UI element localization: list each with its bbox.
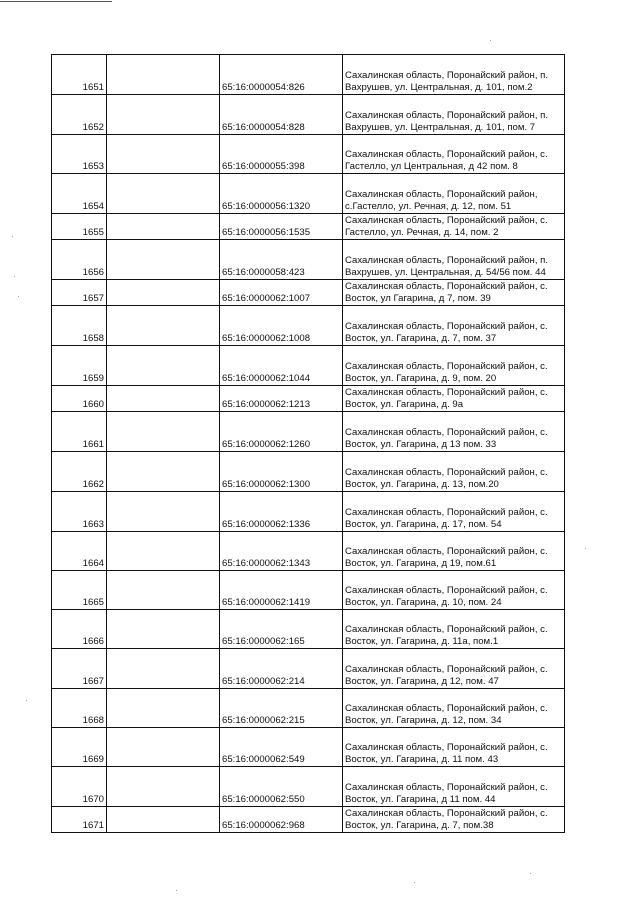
address-line: Сахалинская область, Поронайский район, с. xyxy=(345,360,548,372)
address-line: Сахалинская область, Поронайский район, п. xyxy=(345,254,549,266)
empty-cell xyxy=(107,610,220,649)
address-line: Восток, ул. Гагарина, д. 7, пом. 37 xyxy=(345,332,497,344)
cadastral-number-cell: 65:16:0000056:1320 xyxy=(220,174,343,214)
address-line: Восток, ул. Гагарина, д 13 пом. 33 xyxy=(345,438,497,450)
cadastral-number-cell: 65:16:0000062:215 xyxy=(220,689,343,728)
table-row xyxy=(52,306,565,346)
address-line: Гастелло, ул. Речная, д. 14, пом. 2 xyxy=(345,226,499,238)
address-line: Гастелло, ул Центральная, д 42 пом. 8 xyxy=(345,160,518,172)
cadastral-number-cell: 65:16:0000062:549 xyxy=(220,728,343,767)
address-line: Восток, ул. Гагарина, д. 10, пом. 24 xyxy=(345,596,502,608)
address-line: Сахалинская область, Поронайский район, п. xyxy=(345,109,549,121)
address-line: Сахалинская область, Поронайский район, с. xyxy=(345,280,548,292)
table-row xyxy=(52,610,565,649)
table-row xyxy=(52,767,565,807)
address-line: Сахалинская область, Поронайский район, с. xyxy=(345,807,548,819)
address-line: Вахрушев, ул. Центральная, д. 101, пом. 7 xyxy=(345,121,536,133)
empty-cell xyxy=(107,306,220,346)
address-line: Восток, ул. Гагарина, д 11 пом. 44 xyxy=(345,793,496,805)
scan-speck xyxy=(414,882,415,883)
address-line: Восток, ул. Гагарина, д. 11 пом. 43 xyxy=(345,753,499,765)
empty-cell xyxy=(107,807,220,833)
table-row xyxy=(52,412,565,452)
address-line: Вахрушев, ул. Центральная, д. 54/56 пом. 44 xyxy=(345,266,546,278)
empty-cell xyxy=(107,214,220,240)
row-number-cell: 1669 xyxy=(52,728,107,767)
table-row xyxy=(52,571,565,610)
address-cell xyxy=(343,689,565,728)
row-number-cell: 1666 xyxy=(52,610,107,649)
empty-cell xyxy=(107,346,220,386)
scan-speck xyxy=(490,40,491,41)
cadastral-number-cell: 65:16:0000062:1343 xyxy=(220,532,343,571)
address-line: Сахалинская область, Поронайский район, с. xyxy=(345,663,548,675)
address-cell xyxy=(343,610,565,649)
address-line: Восток, ул Гагарина, д 7, пом. 39 xyxy=(345,292,491,304)
table-row xyxy=(52,174,565,214)
row-number-cell: 1670 xyxy=(52,767,107,807)
cadastral-number-cell: 65:16:0000058:423 xyxy=(220,240,343,280)
table-row xyxy=(52,55,565,95)
address-line: Восток, ул. Гагарина, д. 13, пом.20 xyxy=(345,478,499,490)
address-cell xyxy=(343,571,565,610)
row-number-cell: 1667 xyxy=(52,649,107,689)
row-number-cell: 1654 xyxy=(52,174,107,214)
scan-speck xyxy=(530,873,531,874)
empty-cell xyxy=(107,55,220,95)
address-cell xyxy=(343,532,565,571)
cadastral-number-cell: 65:16:0000062:1044 xyxy=(220,346,343,386)
address-line: Сахалинская область, Поронайский район, с. xyxy=(345,466,548,478)
empty-cell xyxy=(107,95,220,135)
address-line: Восток, ул. Гагарина, д 12, пом. 47 xyxy=(345,675,499,687)
scan-speck xyxy=(176,890,177,891)
address-line: Сахалинская область, Поронайский район, с. xyxy=(345,386,548,398)
address-cell xyxy=(343,280,565,306)
address-line: Сахалинская область, Поронайский район, с. xyxy=(345,623,548,635)
row-number-cell: 1664 xyxy=(52,532,107,571)
empty-cell xyxy=(107,412,220,452)
address-line: Сахалинская область, Поронайский район, xyxy=(345,188,538,200)
scan-speck xyxy=(12,236,13,237)
cadastral-number-cell: 65:16:0000056:1535 xyxy=(220,214,343,240)
address-line: Сахалинская область, Поронайский район, с. xyxy=(345,148,548,160)
cadastral-number-cell: 65:16:0000062:214 xyxy=(220,649,343,689)
table-row xyxy=(52,649,565,689)
address-line: Сахалинская область, Поронайский район, с. xyxy=(345,702,548,714)
address-cell xyxy=(343,240,565,280)
cadastral-number-cell: 65:16:0000055:398 xyxy=(220,135,343,174)
empty-cell xyxy=(107,689,220,728)
address-cell xyxy=(343,452,565,492)
address-line: Восток, ул. Гагарина, д. 9, пом. 20 xyxy=(345,372,497,384)
address-cell xyxy=(343,95,565,135)
scan-speck xyxy=(18,296,19,297)
row-number-cell: 1660 xyxy=(52,386,107,412)
cadastral-number-cell: 65:16:0000062:1419 xyxy=(220,571,343,610)
address-cell xyxy=(343,306,565,346)
empty-cell xyxy=(107,767,220,807)
address-line: Восток, ул. Гагарина, д. 9а xyxy=(345,398,464,410)
address-line: Сахалинская область, Поронайский район, с. xyxy=(345,545,548,557)
address-cell xyxy=(343,649,565,689)
empty-cell xyxy=(107,135,220,174)
cadastral-number-cell: 65:16:0000062:550 xyxy=(220,767,343,807)
address-line: Сахалинская область, Поронайский район, с. xyxy=(345,584,548,596)
row-number-cell: 1665 xyxy=(52,571,107,610)
table-row xyxy=(52,135,565,174)
empty-cell xyxy=(107,649,220,689)
address-line: Восток, ул. Гагарина, д. 12, пом. 34 xyxy=(345,714,502,726)
table-row xyxy=(52,95,565,135)
address-cell xyxy=(343,135,565,174)
row-number-cell: 1656 xyxy=(52,240,107,280)
row-number-cell: 1655 xyxy=(52,214,107,240)
scan-speck xyxy=(14,276,15,277)
scan-speck xyxy=(585,548,586,549)
empty-cell xyxy=(107,280,220,306)
table-row xyxy=(52,240,565,280)
table-row xyxy=(52,452,565,492)
address-line: Вахрушев, ул. Центральная, д. 101, пом.2 xyxy=(345,81,533,93)
address-cell xyxy=(343,412,565,452)
row-number-cell: 1663 xyxy=(52,492,107,532)
empty-cell xyxy=(107,174,220,214)
empty-cell xyxy=(107,240,220,280)
row-number-cell: 1652 xyxy=(52,95,107,135)
table-row xyxy=(52,492,565,532)
cadastral-number-cell: 65:16:0000054:828 xyxy=(220,95,343,135)
table-row xyxy=(52,532,565,571)
table-row xyxy=(52,807,565,833)
address-cell xyxy=(343,346,565,386)
table-row xyxy=(52,214,565,240)
row-number-cell: 1657 xyxy=(52,280,107,306)
table-row xyxy=(52,346,565,386)
address-cell xyxy=(343,386,565,412)
table-row xyxy=(52,728,565,767)
cadastral-number-cell: 65:16:0000054:826 xyxy=(220,55,343,95)
empty-cell xyxy=(107,386,220,412)
address-cell xyxy=(343,174,565,214)
cadastral-number-cell: 65:16:0000062:1300 xyxy=(220,452,343,492)
address-line: Восток, ул. Гагарина, д. 7, пом.38 xyxy=(345,819,494,831)
cadastral-number-cell: 65:16:0000062:1260 xyxy=(220,412,343,452)
address-cell xyxy=(343,728,565,767)
cadastral-number-cell: 65:16:0000062:1213 xyxy=(220,386,343,412)
cadastral-number-cell: 65:16:0000062:1336 xyxy=(220,492,343,532)
address-line: Сахалинская область, Поронайский район, с. xyxy=(345,741,548,753)
address-line: Восток, ул. Гагарина, д. 17, пом. 54 xyxy=(345,518,502,530)
registry-table-body xyxy=(52,55,565,833)
cadastral-number-cell: 65:16:0000062:968 xyxy=(220,807,343,833)
table-row xyxy=(52,280,565,306)
address-line: Сахалинская область, Поронайский район, с. xyxy=(345,781,548,793)
row-number-cell: 1671 xyxy=(52,807,107,833)
cadastral-number-cell: 65:16:0000062:165 xyxy=(220,610,343,649)
row-number-cell: 1658 xyxy=(52,306,107,346)
address-line: Восток, ул. Гагарина, д. 11а, пом.1 xyxy=(345,635,499,647)
address-line: с.Гастелло, ул. Речная, д. 12, пом. 51 xyxy=(345,200,512,212)
empty-cell xyxy=(107,532,220,571)
scan-speck xyxy=(26,700,27,701)
row-number-cell: 1662 xyxy=(52,452,107,492)
address-line: Сахалинская область, Поронайский район, с. xyxy=(345,506,548,518)
address-line: Сахалинская область, Поронайский район, п. xyxy=(345,69,549,81)
row-number-cell: 1668 xyxy=(52,689,107,728)
cadastral-number-cell: 65:16:0000062:1007 xyxy=(220,280,343,306)
empty-cell xyxy=(107,728,220,767)
address-line: Сахалинская область, Поронайский район, с. xyxy=(345,320,548,332)
empty-cell xyxy=(107,571,220,610)
empty-cell xyxy=(107,492,220,532)
row-number-cell: 1659 xyxy=(52,346,107,386)
address-line: Сахалинская область, Поронайский район, с. xyxy=(345,426,548,438)
table-row xyxy=(52,689,565,728)
table-row xyxy=(52,386,565,412)
property-registry-table xyxy=(51,54,565,833)
address-line: Сахалинская область, Поронайский район, с. xyxy=(345,214,548,226)
scan-top-rule xyxy=(0,1,112,2)
row-number-cell: 1661 xyxy=(52,412,107,452)
address-cell xyxy=(343,807,565,833)
address-cell xyxy=(343,55,565,95)
address-line: Восток, ул. Гагарина, д 19, пом.61 xyxy=(345,557,497,569)
address-cell xyxy=(343,492,565,532)
cadastral-number-cell: 65:16:0000062:1008 xyxy=(220,306,343,346)
row-number-cell: 1651 xyxy=(52,55,107,95)
row-number-cell: 1653 xyxy=(52,135,107,174)
address-cell xyxy=(343,767,565,807)
address-cell xyxy=(343,214,565,240)
empty-cell xyxy=(107,452,220,492)
